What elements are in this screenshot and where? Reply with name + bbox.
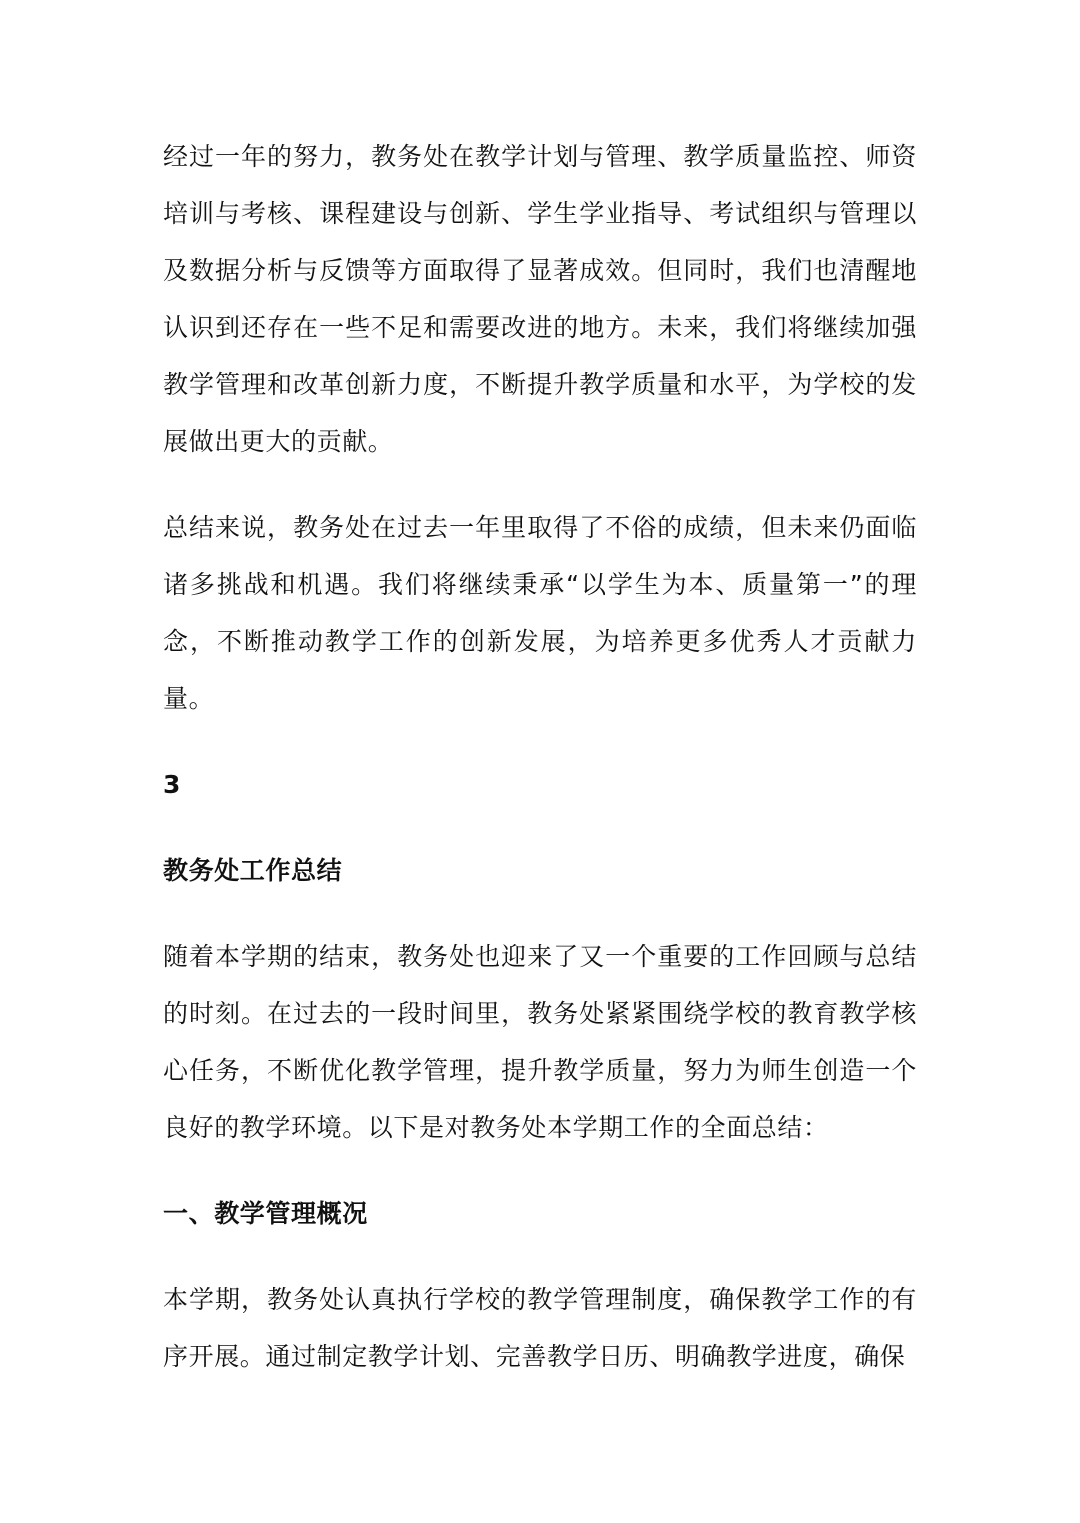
document-page	[163, 128, 917, 1385]
paragraph-conclusion: 总结来说，教务处在过去一年里取得了不俗的成绩，但未来仍面临诸多挑战和机遇。我们将继续秉承“以学生为本、质量第一”的理念，不断推动教学工作的创新发展，为培养更多优秀人才贡献力量。	[163, 513, 917, 713]
subsection-title: 一、教学管理概况	[163, 1199, 368, 1228]
paragraph-intro: 随着本学期的结束，教务处也迎来了又一个重要的工作回顾与总结的时刻。在过去的一段时间里，教务处紧紧围绕学校的教育教学核心任务，不断优化教学管理，提升教学质量，努力为师生创造一个良好的教学环境。以下是对教务处本学期工作的全面总结：	[163, 942, 917, 1142]
paragraph-teaching-management: 本学期，教务处认真执行学校的教学管理制度，确保教学工作的有序开展。通过制定教学计划、完善教学日历、明确教学进度，确保	[163, 1285, 917, 1371]
section-title: 教务处工作总结	[163, 856, 343, 885]
paragraph-summary-year: 经过一年的努力，教务处在教学计划与管理、教学质量监控、师资培训与考核、课程建设与创新、学生学业指导、考试组织与管理以及数据分析与反馈等方面取得了显著成效。但同时，我们也清醒地认识到还存在一些不足和需要改进的地方。未来，我们将继续加强教学管理和改革创新力度，不断提升教学质量和水平，为学校的发展做出更大的贡献。	[163, 142, 917, 456]
section-number: 3	[163, 770, 181, 799]
